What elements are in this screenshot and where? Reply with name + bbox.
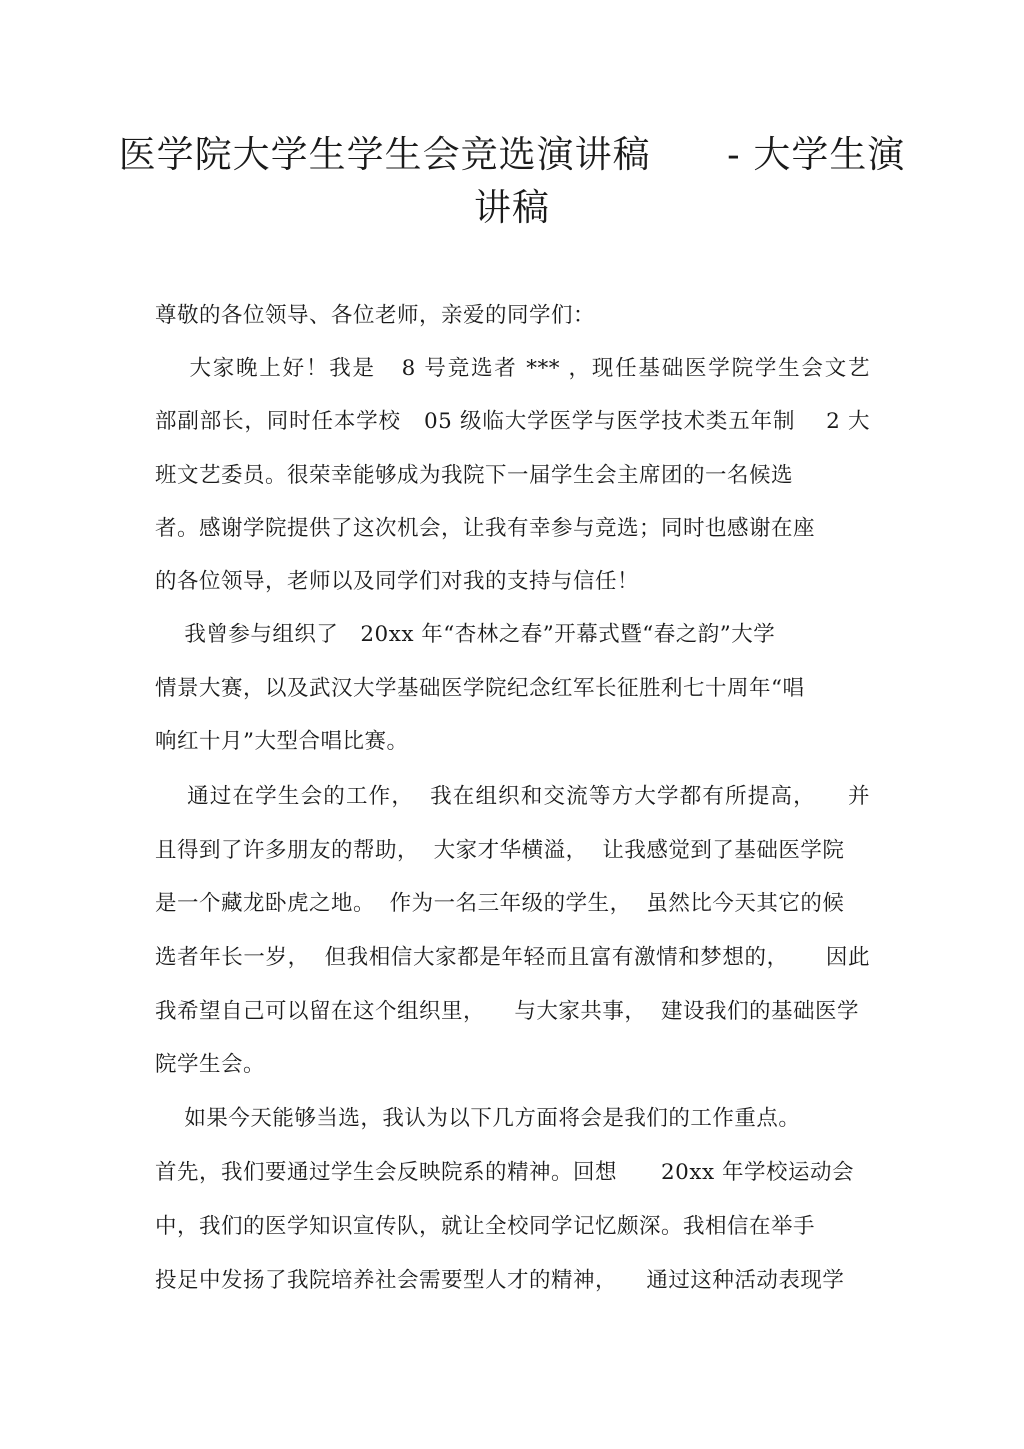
body-line: 通过在学生会的工作， 我在组织和交流等方大学都有所提高， 并 (155, 784, 870, 809)
body-line: 投足中发扬了我院培养社会需要型人才的精神， 通过这种活动表现学 (155, 1268, 845, 1293)
document-title-line-2: 讲稿 (474, 186, 550, 229)
body-line: 部副部长，同时任本学校 05 级临大学医学与医学技术类五年制 2 大 (155, 409, 870, 434)
body-line: 且得到了许多朋友的帮助， 大家才华横溢， 让我感觉到了基础医学院 (155, 838, 845, 863)
body-line: 如果今天能够当选，我认为以下几方面将会是我们的工作重点。 (155, 1106, 801, 1131)
salutation-line: 尊敬的各位领导、各位老师，亲爱的同学们： (155, 303, 596, 328)
body-line: 是一个藏龙卧虎之地。 作为一名三年级的学生， 虽然比今天其它的候 (155, 891, 845, 916)
body-line: 情景大赛，以及武汉大学基础医学院纪念红军长征胜利七十周年“唱 (155, 676, 805, 701)
body-line: 响红十月”大型合唱比赛。 (155, 729, 409, 754)
body-line: 者。感谢学院提供了这次机会，让我有幸参与竞选；同时也感谢在座 (155, 516, 816, 541)
document-title-line-1: 医学院大学生学生会竞选演讲稿 - 大学生演 (118, 133, 906, 176)
body-line: 中，我们的医学知识宣传队，就让全校同学记忆颇深。我相信在举手 (155, 1214, 816, 1239)
body-line: 首先，我们要通过学生会反映院系的精神。回想 20xx 年学校运动会 (155, 1160, 854, 1185)
body-line: 我曾参与组织了 20xx 年“杏林之春”开幕式暨“春之韵”大学 (155, 622, 776, 647)
body-line: 我希望自己可以留在这个组织里， 与大家共事， 建设我们的基础医学 (155, 999, 860, 1024)
body-line: 院学生会。 (155, 1052, 266, 1077)
body-line: 班文艺委员。很荣幸能够成为我院下一届学生会主席团的一名候选 (155, 463, 794, 488)
body-line: 大家晚上好！我是 8 号竞选者 *** ，现任基础医学院学生会文艺 (155, 356, 870, 381)
body-line: 选者年长一岁， 但我相信大家都是年轻而且富有激情和梦想的， 因此 (155, 945, 870, 970)
body-line: 的各位领导，老师以及同学们对我的支持与信任！ (155, 569, 640, 594)
